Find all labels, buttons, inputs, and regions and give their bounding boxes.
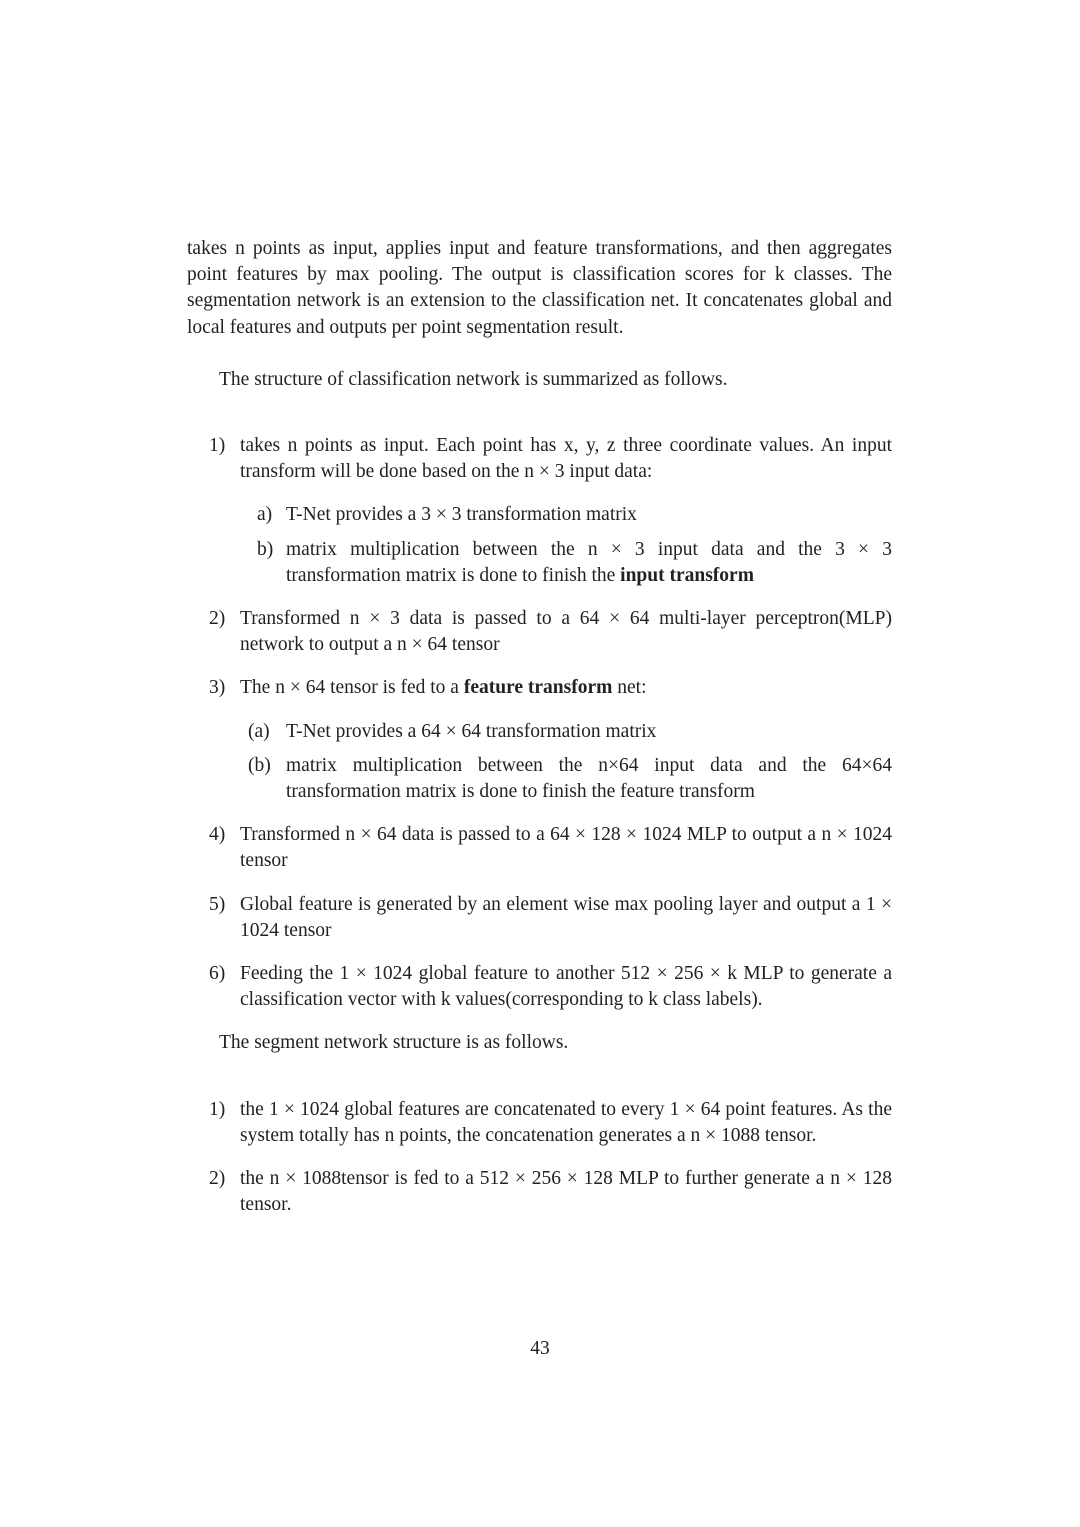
substep-text: T-Net provides a 64 × 64 transformation matrix [286,720,657,742]
step-number: 1) [209,435,226,457]
substep-number: a) [257,504,273,526]
segmentation-steps [187,1097,892,1219]
segmentation-step-2 [187,1166,892,1218]
segmentation-step-1 [187,1097,892,1149]
step-number: 4) [209,824,226,846]
step-number: 2) [209,608,226,630]
classification-step-1 [187,433,892,589]
step-text: the n × 1088tensor is fed to a 512 × 256 × 128 MLP to further generate a n × 128 tensor. [240,1168,892,1216]
step-text: the 1 × 1024 global features are concatenated to every 1 × 64 point features. As the system totally has n points, the concatenation generates a n × 1088 tensor. [240,1098,892,1146]
step-number: 2) [209,1168,226,1190]
classification-lead: The structure of classification network is summarized as follows. [219,368,728,390]
step-text: The n × 64 tensor is fed to a [240,677,459,699]
substeps [240,719,892,806]
step-number: 6) [209,963,226,985]
substep-b [240,537,892,589]
step-number: 3) [209,677,226,699]
classification-step-3 [187,675,892,805]
substep-text: matrix multiplication between the n × 3 input data and the 3 × 3 transformation matrix is done to finish the [286,538,892,586]
segmentation-lead: The segment network structure is as follows. [219,1032,569,1054]
step-text: Feeding the 1 × 1024 global feature to another 512 × 256 × k MLP to generate a classification vector with k values(corresponding to k class labels). [240,963,892,1011]
classification-step-6 [187,961,892,1013]
substep-number: b) [257,538,274,560]
classification-step-4 [187,822,892,874]
substeps [240,502,892,589]
classification-step-2 [187,606,892,658]
substep-a [240,502,892,528]
substep-b [240,753,892,805]
substep-text: T-Net provides a 3 × 3 transformation matrix [286,504,637,526]
substep-number: (b) [248,754,271,776]
substep-text: matrix multiplication between the n×64 input data and the 64×64 transformation matrix is done to finish the feature transform [286,754,892,803]
step-text: Transformed n × 3 data is passed to a 64 × 64 multi-layer perceptron(MLP) network to output a n × 64 tensor [240,608,892,656]
intro-paragraph: takes n points as input, applies input and feature transformations, and then aggregates point features by max pooling. The output is classification scores for k classes. The segmentation network is an extension to the classification net. It concatenates global and local features and outputs per point segmentation result. [187,238,892,338]
step-text: Transformed n × 64 data is passed to a 64 × 128 × 1024 MLP to output a n × 1024 tensor [240,824,892,872]
step-number: 5) [209,893,226,915]
step-text: Global feature is generated by an element wise max pooling layer and output a 1 × 1024 tensor [240,893,892,941]
substep-number: (a) [248,720,270,742]
step-number: 1) [209,1098,226,1120]
substep-a [240,719,892,745]
bold-term-feature-transform: feature transform [463,677,613,699]
bold-term-input-transform: input transform [620,564,754,586]
page-content [187,236,892,1235]
classification-steps [187,433,892,1013]
page-number: 43 [530,1338,550,1359]
classification-step-5 [187,892,892,944]
step-text-after: net: [617,677,647,699]
step-text: takes n points as input. Each point has x, y, z three coordinate values. An input transform will be done based on the n × 3 input data: [240,435,892,483]
